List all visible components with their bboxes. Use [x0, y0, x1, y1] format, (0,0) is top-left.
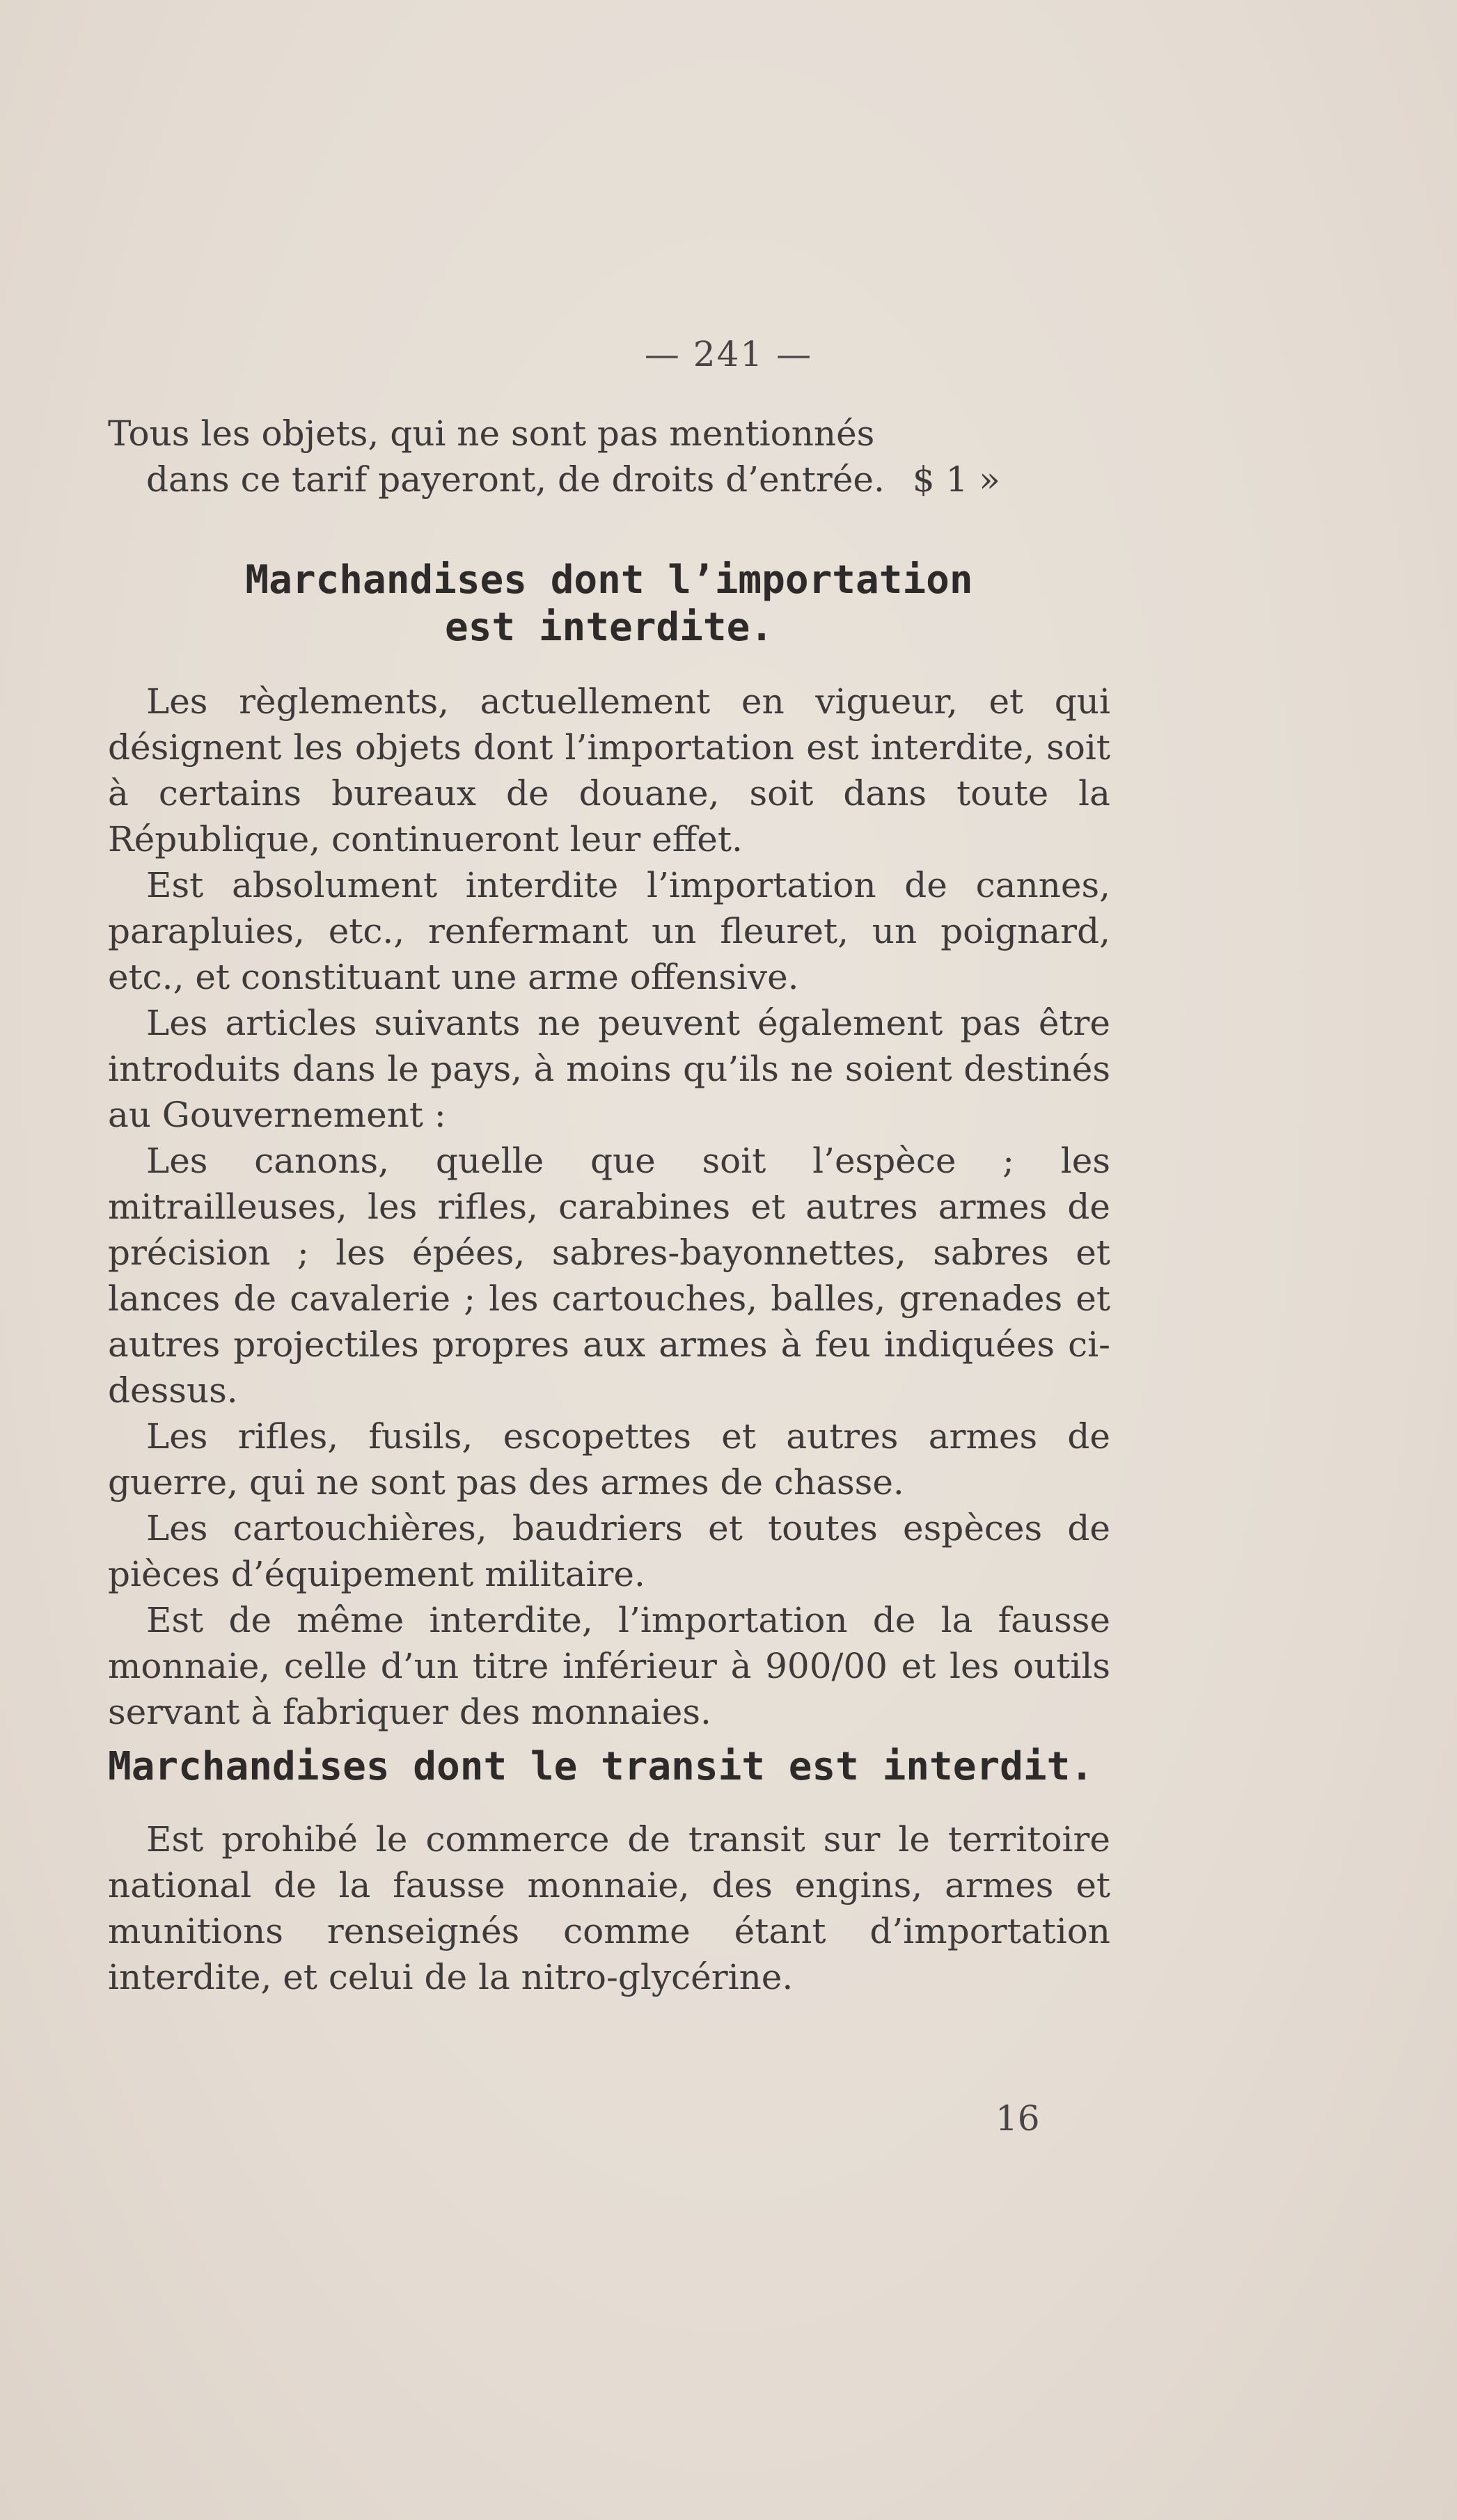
page-number-header: — 241 — [644, 334, 813, 374]
section1-paragraph: Est de même interdite, l’importation de la fausse monnaie, celle d’un titre inférieur à 900/00 et les outils servant à fabriquer des monnaies. [108, 1600, 1110, 1732]
section2-heading: Marchandises dont le transit est interdit. [108, 1744, 1094, 1789]
section1-heading-line-2: est interdite. [444, 605, 773, 650]
section2-paragraph: Est prohibé le commerce de transit sur le territoire national de la fausse monnaie, des engins, armes et munitions renseignés comme étant d’importation interdite, et celui de la nitro-glycérine. [108, 1819, 1110, 1997]
section1-paragraph: Les rifles, fusils, escopettes et autres armes de guerre, qui ne sont pas des armes de chasse. [108, 1416, 1110, 1503]
section1-paragraph: Les règlements, actuellement en vigueur, et qui désignent les objets dont l’importation est interdite, soit à certains bureaux de douane, soit dans toute la République, continueront leur effet. [108, 681, 1110, 859]
intro-line-1: Tous les objets, qui ne sont pas mentionnés [108, 413, 875, 454]
signature-number: 16 [995, 2098, 1040, 2139]
section1-heading [108, 557, 1110, 651]
section2-body [108, 1816, 1110, 2000]
section1-paragraph: Les canons, quelle que soit l’espèce ; les mitrailleuses, les rifles, carabines et autres armes de précision ; les épées, sabres-bayonnettes, sabres et lances de cavalerie ; les cartouches, balles, grenades et autres projectiles propres aux armes à feu indiquées ci-dessus. [108, 1141, 1110, 1411]
section1-heading-line-1: Marchandises dont l’importation [245, 557, 973, 603]
intro-line-2-text: dans ce tarif payeront, de droits d’entrée. [146, 459, 885, 500]
section1-body [108, 679, 1110, 1735]
intro-line-2 [108, 457, 1110, 502]
section1-paragraph: Est absolument interdite l’importation de cannes, parapluies, etc., renfermant un fleuret, un poignard, etc., et constituant une arme offensive. [108, 865, 1110, 997]
section1-paragraph: Les articles suivants ne peuvent également pas être introduits dans le pays, à moins qu’ils ne soient destinés au Gouvernement : [108, 1003, 1110, 1135]
intro-text [108, 411, 1110, 502]
section1-paragraph: Les cartouchières, baudriers et toutes espèces de pièces d’équipement militaire. [108, 1508, 1110, 1594]
intro-block [108, 411, 1110, 502]
intro-amount: $ 1 » [912, 459, 1000, 500]
